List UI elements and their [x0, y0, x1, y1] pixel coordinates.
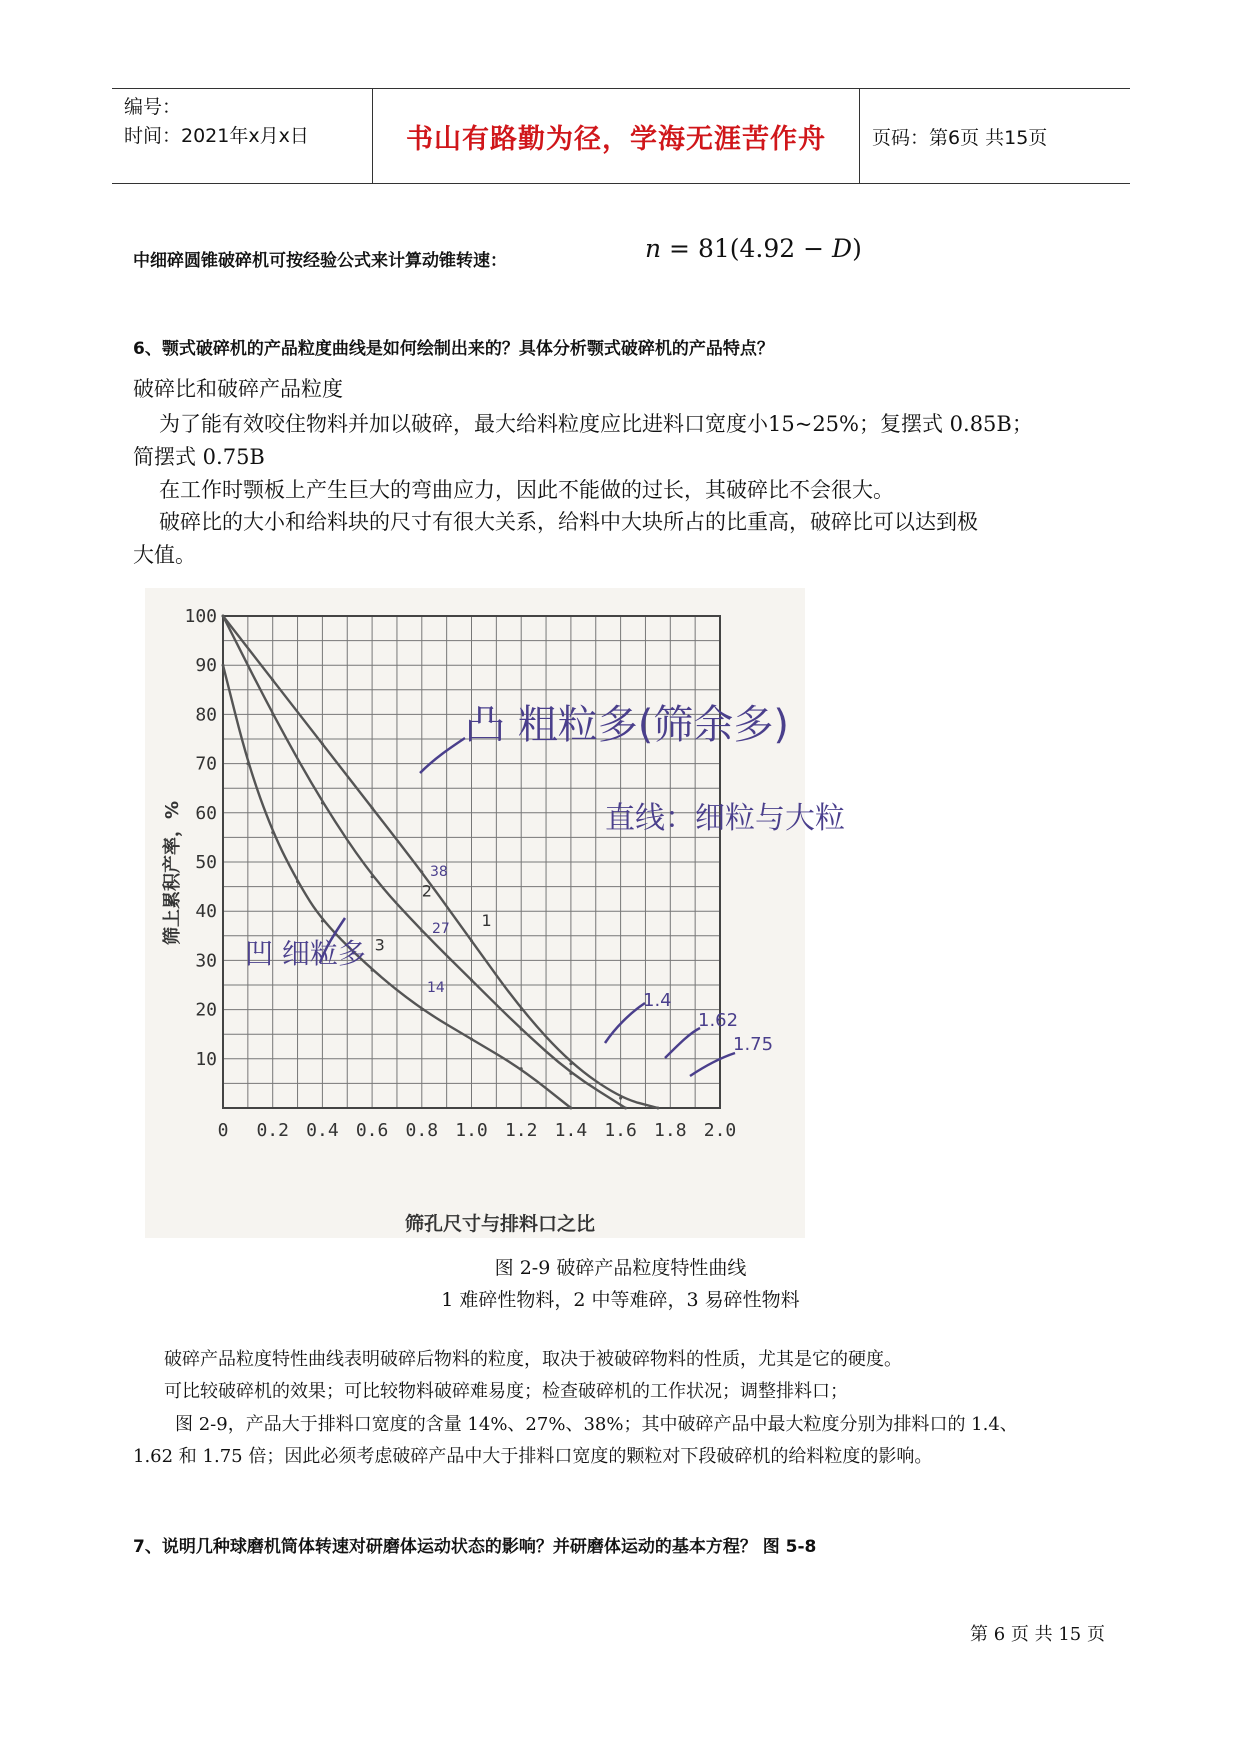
formula-eq: = 81(4.92 −: [661, 234, 833, 263]
x-tick-label: 1.4: [554, 1120, 588, 1141]
x-tick-label: 0.8: [405, 1120, 439, 1141]
footer-page: 第 6 页 共 15 页: [970, 1624, 1105, 1645]
y-tick-label: 90: [195, 655, 217, 677]
motto: 书山有路勤为径，学海无涯苦作舟: [373, 89, 860, 183]
formula-var: D: [832, 234, 853, 263]
figure-legend: 1 难碎性物料，2 中等难碎，3 易碎性物料: [441, 1289, 800, 1311]
series-2-point: [624, 1107, 627, 1110]
x-tick-label: 1.6: [604, 1120, 637, 1141]
series-label-3: 3: [374, 935, 385, 955]
formula-close: ): [852, 234, 862, 263]
x-tick-label: 0: [217, 1120, 229, 1141]
series-label-2: 2: [421, 881, 432, 901]
ink-label-14: 14: [427, 980, 445, 996]
x-tick-label: 1.2: [504, 1120, 538, 1141]
x-tick-label: 0.4: [306, 1120, 339, 1141]
after-p3b: 1.62 和 1.75 倍；因此必须考虑破碎产品中大于排料口宽度的颗粒对下段破碎机的给料粒度的影响。: [133, 1446, 933, 1467]
y-tick-label: 60: [195, 802, 217, 824]
ink-label-line: 直线：细粒与大粒: [605, 801, 845, 836]
q6-p1a: 为了能有效咬住物料并加以破碎，最大给料粒度应比进料口宽度小15~25%；复摆式 0.85B；: [159, 412, 1033, 436]
y-tick-label: 10: [195, 1048, 217, 1070]
series-1-point: [569, 1062, 572, 1065]
after-p3a: 图 2-9，产品大于排料口宽度的含量 14%、27%、38%；其中破碎产品中最大粒度分别为排料口的 1.4、: [175, 1414, 1018, 1435]
page-label: 页码：第6页 共15页: [872, 126, 1048, 149]
series-3-point: [222, 664, 225, 667]
q6-subtitle: 破碎比和破碎产品粒度: [133, 377, 343, 401]
x-tick-label: 0.6: [355, 1120, 389, 1141]
series-3-point: [420, 1008, 423, 1011]
q6-p2: 在工作时颚板上产生巨大的弯曲应力，因此不能做的过长，其破碎比不会很大。: [159, 478, 894, 502]
series-3-point: [271, 831, 274, 834]
number-label: 编号：: [124, 96, 182, 118]
series-2-point: [271, 713, 274, 716]
ink-label-162x: 1.62: [698, 1010, 739, 1031]
series-1-point: [520, 1008, 523, 1011]
series-3-point: [296, 880, 299, 883]
series-2-point: [222, 615, 225, 618]
chart-grid: [223, 616, 720, 1108]
series-3-point: [520, 1067, 523, 1070]
y-tick-label: 70: [195, 753, 217, 775]
formula-lhs: n: [645, 234, 662, 263]
date-label: 时间：2021年x月x日: [124, 125, 309, 147]
series-label-1: 1: [481, 910, 492, 930]
x-tick-label: 1.8: [654, 1120, 687, 1141]
series-2-point: [420, 929, 423, 932]
chart-svg: [145, 588, 845, 1238]
header-left-cell: [112, 89, 373, 183]
chart-xlabel: 筛孔尺寸与排料口之比: [404, 1213, 596, 1235]
y-tick-label: 40: [195, 901, 217, 923]
series-3-point: [371, 969, 374, 972]
series-3-point: [321, 920, 324, 923]
series-3-point: [246, 762, 249, 765]
ink-label-concave: 凹 细粒多: [245, 937, 366, 970]
y-tick-label: 30: [195, 950, 217, 972]
series-3-point: [470, 1038, 473, 1041]
chart-ylabel: 筛上累积产率，%: [162, 800, 183, 946]
q6-p3a: 破碎比的大小和给料块的尺寸有很大关系，给料中大块所占的比重高，破碎比可以达到极: [159, 510, 978, 534]
series-1-point: [619, 1097, 622, 1100]
header-table: [112, 88, 1130, 184]
x-tick-label: 2.0: [703, 1120, 737, 1141]
series-1-point: [656, 1107, 659, 1110]
figure-caption: 图 2-9 破碎产品粒度特性曲线: [494, 1257, 747, 1279]
y-tick-label: 100: [184, 606, 217, 627]
after-p1: 破碎产品粒度特性曲线表明破碎后物料的粒度，取决于被破碎物料的性质，尤其是它的硬度。: [164, 1349, 902, 1370]
ink-label-38: 38: [430, 864, 448, 880]
y-tick-label: 50: [195, 852, 217, 873]
series-1-point: [371, 806, 374, 809]
x-tick-label: 0.2: [256, 1120, 289, 1141]
series-2-point: [470, 979, 473, 982]
chart: [145, 588, 845, 1238]
series-1-point: [470, 939, 473, 942]
series-2-point: [371, 875, 374, 878]
ink-label-27: 27: [432, 921, 450, 937]
series-3-point: [569, 1107, 572, 1110]
formula: [645, 234, 862, 263]
ink-label-175x: 1.75: [733, 1034, 774, 1055]
y-tick-label: 80: [195, 704, 217, 726]
q6-title: 6、颚式破碎机的产品粒度曲线是如何绘制出来的？具体分析颚式破碎机的产品特点？: [133, 339, 774, 359]
series-1-point: [420, 870, 423, 873]
q6-p1b: 简摆式 0.75B: [133, 445, 265, 469]
ink-label-14x: 1.4: [643, 990, 672, 1011]
q6-p3b: 大值。: [133, 543, 196, 567]
series-2-point: [520, 1028, 523, 1031]
series-1-point: [321, 742, 324, 745]
after-p2: 可比较破碎机的效果；可比较物料破碎难易度；检查破碎机的工作状况；调整排料口；: [164, 1381, 848, 1402]
formula-intro: 中细碎圆锥破碎机可按经验公式来计算动锥转速：: [133, 251, 507, 271]
x-tick-label: 1.0: [455, 1120, 488, 1141]
ink-label-convex: 凸 粗粒多(筛余多): [465, 702, 789, 748]
series-2-point: [321, 801, 324, 804]
series-1-point: [271, 678, 274, 681]
q7-title: 7、说明几种球磨机筒体转速对研磨体运动状态的影响？并研磨体运动的基本方程？ 图 5-8: [133, 1537, 817, 1557]
series-2-point: [569, 1072, 572, 1075]
y-tick-label: 20: [195, 999, 217, 1021]
